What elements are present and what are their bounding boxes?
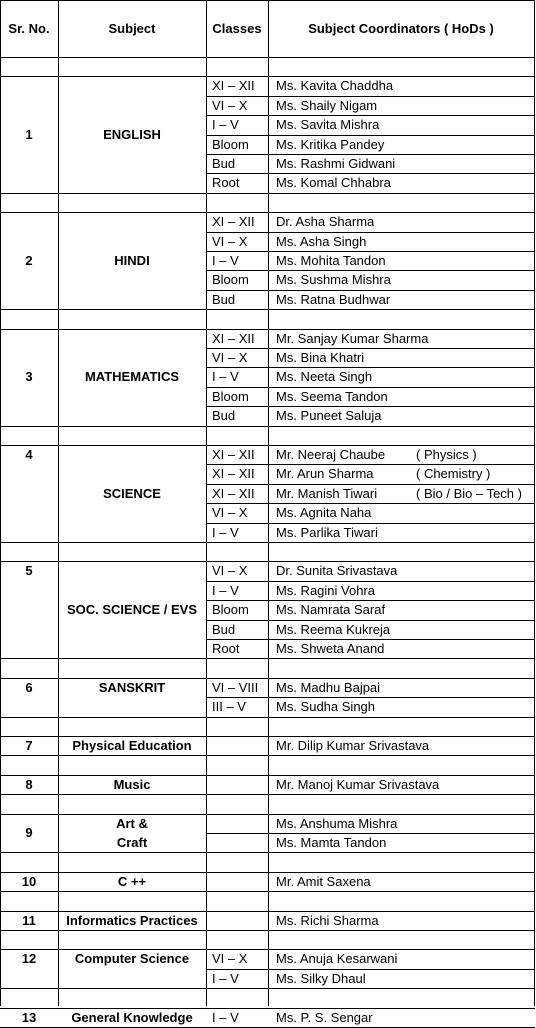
coordinator-cell: Mr. Dilip Kumar Srivastava (276, 738, 430, 753)
row-border (206, 348, 535, 349)
row-border (0, 542, 535, 543)
coordinator-cell: Ms. Madhu Bajpai (276, 680, 381, 695)
coordinator-cell: Ms. Ragini Vohra (276, 583, 375, 598)
coordinator-cell: Mr. Manish Tiwari (276, 486, 378, 501)
coordinator-cell: Ms. Sudha Singh (276, 699, 376, 714)
classes-cell: VI – X (212, 350, 248, 365)
classes-cell: I – V (212, 1010, 239, 1025)
classes-cell: Bloom (212, 137, 249, 152)
subject-name: Computer Science (74, 951, 190, 966)
classes-cell: Bud (212, 156, 236, 171)
classes-cell: XI – XII (212, 486, 255, 501)
coordinator-cell: Ms. Namrata Saraf (276, 602, 386, 617)
classes-cell: VI – VIII (212, 680, 259, 695)
header-sr-no: Sr. No. (8, 21, 50, 36)
row-border (0, 193, 535, 194)
coordinator-cell: Ms. Mohita Tandon (276, 253, 386, 268)
coordinator-cell: Ms. Anshuma Mishra (276, 816, 398, 831)
row-border (0, 852, 535, 853)
coordinator-cell: Ms. Parlika Tiwari (276, 525, 378, 540)
sr-number: 7 (25, 738, 33, 753)
subject-name: Music (113, 777, 151, 792)
coordinator-cell: Mr. Amit Saxena (276, 874, 371, 889)
classes-cell: Root (212, 641, 240, 656)
sr-number: 5 (25, 563, 33, 578)
classes-cell: I – V (212, 525, 239, 540)
coordinator-cell: Ms. Kritika Pandey (276, 137, 385, 152)
row-border (0, 930, 535, 931)
subject-name: Physical Education (72, 738, 192, 753)
row-border (0, 717, 535, 718)
coordinator-cell: Ms. Bina Khatri (276, 350, 365, 365)
sr-number: 9 (25, 825, 33, 840)
classes-cell: XI – XII (212, 78, 255, 93)
coordinator-cell: Ms. Shaily Nigam (276, 98, 378, 113)
classes-cell: Bloom (212, 602, 249, 617)
row-border (206, 232, 535, 233)
classes-cell: Bloom (212, 272, 249, 287)
classes-cell: XI – XII (212, 447, 255, 462)
classes-cell: I – V (212, 253, 239, 268)
coordinator-cell: Ms. Seema Tandon (276, 389, 388, 404)
row-border (0, 329, 535, 330)
classes-cell: VI – X (212, 951, 248, 966)
classes-cell: Bloom (212, 389, 249, 404)
sr-number: 8 (25, 777, 33, 792)
coordinator-cell: Dr. Sunita Srivastava (276, 563, 398, 578)
row-border (0, 658, 535, 659)
column-border (0, 0, 1, 1006)
classes-cell: I – V (212, 583, 239, 598)
sr-number: 6 (25, 680, 33, 695)
classes-cell: XI – XII (212, 214, 255, 229)
row-border (0, 57, 535, 58)
coordinator-cell: Ms. P. S. Sengar (276, 1010, 373, 1025)
coordinator-cell: Ms. Kavita Chaddha (276, 78, 394, 93)
header-subject: Subject (108, 21, 156, 36)
subject-name: C ++ (117, 874, 147, 889)
column-border (58, 0, 59, 1006)
row-border (0, 309, 535, 310)
row-border (0, 0, 535, 1)
classes-cell: I – V (212, 369, 239, 384)
subject-note: ( Physics ) (416, 447, 477, 462)
header-coordinators: Subject Coordinators ( HoDs ) (308, 21, 494, 36)
classes-cell: Bud (212, 408, 236, 423)
coordinator-cell: Ms. Shweta Anand (276, 641, 385, 656)
sr-number: 2 (25, 253, 33, 268)
subject-name: SCIENCE (103, 486, 161, 501)
classes-cell: Bud (212, 292, 236, 307)
classes-cell: VI – X (212, 505, 248, 520)
coordinator-cell: Mr. Arun Sharma (276, 466, 374, 481)
sr-number: 11 (22, 913, 36, 928)
classes-cell: VI – X (212, 98, 248, 113)
classes-cell: VI – X (212, 563, 248, 578)
coordinator-cell: Ms. Agnita Naha (276, 505, 372, 520)
classes-cell: III – V (212, 699, 246, 714)
sr-number: 13 (21, 1010, 37, 1025)
coordinator-cell: Ms. Komal Chhabra (276, 175, 391, 190)
classes-cell: I – V (212, 971, 239, 986)
subject-name: General Knowledge (71, 1010, 193, 1025)
coordinator-cell: Ms. Puneet Saluja (276, 408, 382, 423)
row-border (0, 76, 535, 77)
coordinator-cell: Dr. Asha Sharma (276, 214, 375, 229)
subject-name: HINDI (114, 253, 150, 268)
classes-cell: VI – X (212, 234, 248, 249)
sr-number: 10 (21, 874, 37, 889)
subject-name: MATHEMATICS (84, 369, 180, 384)
row-border (0, 988, 535, 989)
coordinator-cell: Ms. Asha Singh (276, 234, 367, 249)
coordinator-cell: Ms. Anuja Kesarwani (276, 951, 398, 966)
row-border (0, 755, 535, 756)
subject-note: ( Bio / Bio – Tech ) (416, 486, 522, 501)
coordinator-cell: Mr. Manoj Kumar Srivastava (276, 777, 440, 792)
row-border (0, 794, 535, 795)
sr-number: 4 (25, 447, 33, 462)
classes-cell: XI – XII (212, 331, 255, 346)
coordinator-cell: Ms. Ratna Budhwar (276, 292, 391, 307)
subject-name: ENGLISH (103, 127, 161, 142)
subject-note: ( Chemistry ) (416, 466, 491, 481)
row-border (0, 561, 535, 562)
row-border (0, 212, 535, 213)
header-classes: Classes (212, 21, 262, 36)
coordinator-cell: Ms. Mamta Tandon (276, 835, 387, 850)
subject-name: SOC. SCIENCE / EVS (66, 602, 198, 617)
sr-number: 12 (21, 951, 37, 966)
sr-number: 3 (25, 369, 33, 384)
coordinator-cell: Ms. Reema Kukreja (276, 622, 391, 637)
coordinator-cell: Ms. Sushma Mishra (276, 272, 391, 287)
row-border (0, 891, 535, 892)
coordinator-cell: Ms. Rashmi Gidwani (276, 156, 396, 171)
row-border (0, 426, 535, 427)
row-border (206, 969, 535, 970)
coordinator-cell: Ms. Richi Sharma (276, 913, 379, 928)
sr-number: 1 (25, 127, 33, 142)
subject-name: Art & Craft (116, 816, 148, 850)
classes-cell: I – V (212, 117, 239, 132)
coordinator-cell: Ms. Neeta Singh (276, 369, 373, 384)
classes-cell: Root (212, 175, 240, 190)
coordinator-cell: Ms. Silky Dhaul (276, 971, 366, 986)
classes-cell: XI – XII (212, 466, 255, 481)
classes-cell: Bud (212, 622, 236, 637)
subject-name: SANSKRIT (98, 680, 166, 695)
coordinator-cell: Mr. Sanjay Kumar Sharma (276, 331, 429, 346)
coordinator-cell: Mr. Neeraj Chaube (276, 447, 386, 462)
subject-name: Informatics Practices (66, 913, 198, 928)
coordinator-cell: Ms. Savita Mishra (276, 117, 380, 132)
